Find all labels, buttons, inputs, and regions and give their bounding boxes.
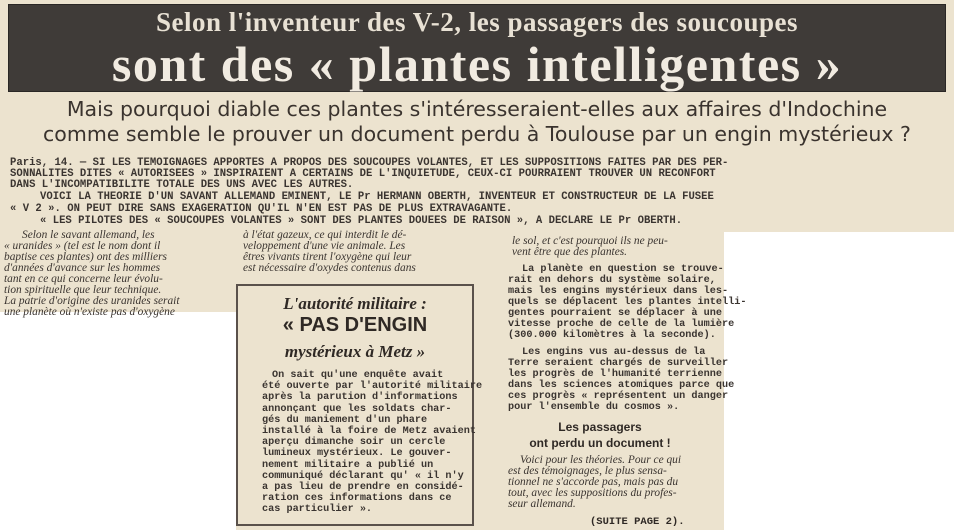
intro-line: « LES PILOTES DES « SOUCOUPES VOLANTES » SONT DES PLANTES DOUEES DE RAISON », A DECLARE LE Pr OBERTH. — [40, 215, 683, 227]
box-line: ration ces informations dans ce — [262, 493, 452, 505]
column-line: (300.000 kilomètres à la seconde). — [508, 330, 716, 341]
intro-line: SONNALITES DITES « AUTORISEES » INSPIRAIENT A CERTAINS DE L'INQUIETUDE, CEUX-CI POURRAIENT TROUVER UN RECONFORT — [10, 168, 716, 180]
box-line: nement militaire a publié un — [262, 459, 434, 471]
military-authority-box — [236, 284, 483, 526]
column-line: baptise ces plantes) ont des milliers — [4, 251, 167, 263]
intro-line: « V 2 ». ON PEUT DIRE SANS EXAGERATION QU'IL N'EN EST PAS DE PLUS EXTRAVAGANTE. — [10, 203, 513, 215]
column-line: mais les engins mystérieux dans les- — [508, 286, 729, 297]
column-line: La planète en question se trouve- — [522, 264, 724, 275]
continued-page-note: (SUITE PAGE 2). — [590, 516, 685, 528]
section-heading: Les passagers — [558, 420, 642, 434]
box-line: annonçant que les soldats char- — [262, 403, 452, 415]
column-line: est nécessaire d'oxydes contenus dans — [243, 262, 416, 274]
intro-line: DANS L'INCOMPATIBILITE TOTALE DES UNS AVEC LES AUTRES. — [10, 179, 354, 191]
column-line: rait en dehors du système solaire, — [508, 275, 716, 286]
column-line: « uranides » (tel est le nom dont il — [4, 240, 161, 252]
column-line: gentes pourraient se déplacer à une — [508, 308, 722, 319]
column-line: pour l'ensemble du cosmos ». — [508, 402, 680, 413]
column-line: Selon le savant allemand, les — [22, 229, 155, 241]
column-line: est des témoignages, le plus sensa- — [508, 465, 667, 477]
box-title-line-2: « PAS D'ENGIN — [282, 314, 428, 336]
column-line: le sol, et c'est pourquoi ils ne peu- — [512, 235, 668, 247]
box-line: communiqué déclarant qu' « il n'y — [262, 470, 464, 482]
column-line: êtres vivants tirent l'oxygène qui leur — [243, 251, 412, 263]
box-line: après la parution d'informations — [262, 392, 458, 404]
column-line: veloppement d'une vie animale. Les — [243, 240, 406, 252]
box-line: été ouverte par l'autorité militaire — [262, 381, 483, 393]
column-line: tout, avec les suppositions du profes- — [508, 487, 677, 499]
box-line: cas particulier ». — [262, 504, 373, 516]
column-line: tion spirituelle que leur technique. — [4, 284, 162, 296]
section-heading: ont perdu un document ! — [529, 436, 671, 450]
box-line: gés du maniement d'un phare — [262, 414, 428, 426]
column-line: les progrès de l'humanité terrienne — [508, 369, 722, 380]
subheadline-line-1: Mais pourquoi diable ces plantes s'intéresseraient-elles aux affaires d'Indochine — [66, 97, 888, 121]
column-line: seur allemand. — [508, 498, 576, 510]
intro-line: VOICI LA THEORIE D'UN SAVANT ALLEMAND EMINENT, LE Pr HERMANN OBERTH, INVENTEUR ET CONSTRUCTEUR DE LA FUSEE — [40, 191, 714, 203]
box-line: aperçu dimanche soir un cercle — [262, 437, 446, 449]
column-line: d'années d'avance sur les hommes — [4, 262, 161, 274]
column-line: Les engins vus au-dessus de la — [522, 347, 706, 358]
box-line: a pas lieu de prendre en considé- — [262, 482, 464, 494]
box-line: installé à la foire de Metz avaient — [262, 426, 476, 438]
column-line: vent être que des plantes. — [512, 246, 628, 258]
box-line: lumineux mystérieux. Le gouver- — [262, 448, 452, 460]
column-line: ces progrès « représentent un danger — [508, 391, 729, 402]
column-line: une planète où n'existe pas d'oxygène — [4, 306, 175, 318]
box-line: On sait qu'une enquête avait — [272, 370, 444, 381]
column-line: dans les sciences atomiques parce que — [508, 380, 735, 391]
column-line: vitesse proche de celle de la lumière — [508, 319, 735, 330]
box-title-line-3: mystérieux à Metz » — [284, 342, 426, 361]
column-line: à l'état gazeux, ce qui interdit le dé- — [243, 229, 407, 241]
column-line: Terre seraient chargés de surveiller — [508, 358, 729, 369]
box-title-line-1: L'autorité militaire : — [283, 294, 427, 313]
column-line: quels se déplacent les plantes intelli- — [508, 297, 747, 308]
headline-line-2: sont des « plantes intelligentes » — [111, 36, 843, 92]
column-line: tant en ce qui concerne leur évolu- — [4, 273, 163, 285]
headline-line-1: Selon l'inventeur des V-2, les passagers des soucoupes — [155, 7, 799, 37]
intro-line: Paris, 14. — SI LES TEMOIGNAGES APPORTES A PROPOS DES SOUCOUPES VOLANTES, ET LES SUPPOSITIONS FAITES PAR DES PER- — [10, 157, 729, 169]
box-body — [262, 370, 482, 516]
headline-banner — [8, 4, 946, 92]
column-line: La patrie d'origine des uranides serait — [4, 295, 180, 307]
column-line: tionnel ne s'accorde pas, mais pas du — [508, 476, 679, 488]
subheadline-line-2: comme semble le prouver un document perdu à Toulouse par un engin mystérieux ? — [43, 122, 911, 146]
column-line: Voici pour les théories. Pour ce qui — [520, 454, 682, 466]
